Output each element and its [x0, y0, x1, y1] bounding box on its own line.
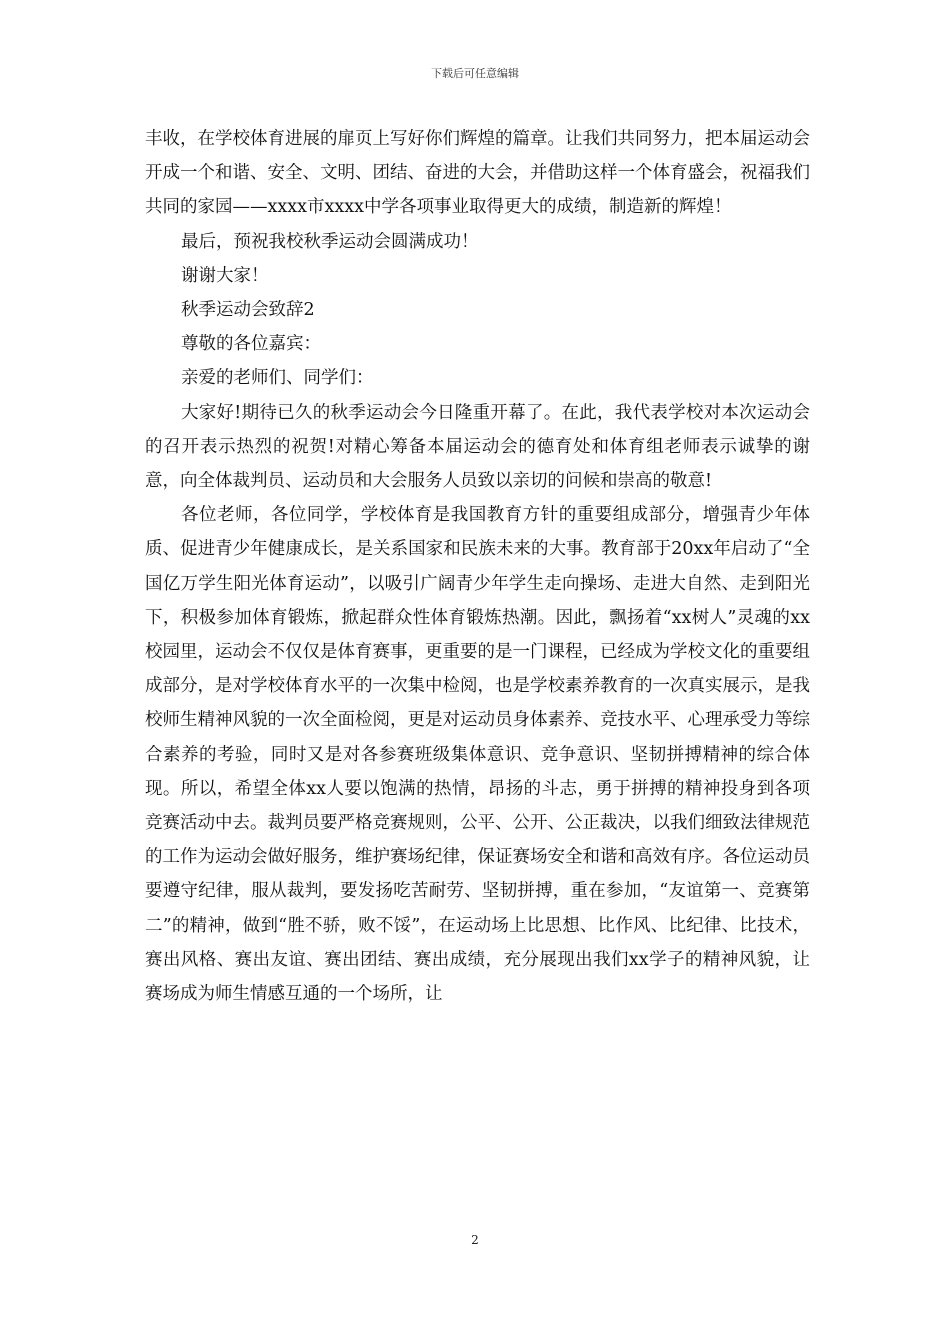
page-number: 2 [471, 1233, 479, 1247]
salutation-guests: 尊敬的各位嘉宾： [181, 334, 321, 355]
paragraph-main: 各位老师，各位同学，学校体育是我国教育方针的重要组成部分，增强青少年体质、促进青少年健康成长，是关系国家和民族未来的大事。教育部于20xx年启动了“全国亿万学生阳光体育运动”，以吸引广阔青少年学生走向操场、走进大自然、走到阳光下，积极参加体育锻炼，掀起群众性体育锻炼热潮。因此，飘扬着“xx树人”灵魂的xx校园里，运动会不仅仅是体育赛事，更重要的是一门课程，已经成为学校文化的重要组成部分，是对学校体育水平的一次集中检阅，也是学校素养教育的一次真实展示，是我校师生精神风貌的一次全面检阅，更是对运动员身体素养、竞技水平、心理承受力等综合素养的考验，同时又是对各参赛班级集体意识、竞争意识、坚韧拼搏精神的综合体现。所以，希望全体xx人要以饱满的热情，昂扬的斗志，勇于拼搏的精神投身到各项竞赛活动中去。裁判员要严格竞赛规则，公平、公开、公正裁决，以我们细致法律规范的工作为运动会做好服务，维护赛场纪律，保证赛场安全和谐和高效有序。各位运动员要遵守纪律，服从裁判，要发扬吃苦耐劳、坚韧拼搏，重在参加，“友谊第一、竞赛第二”的精神，做到“胜不骄，败不馁”，在运动场上比思想、比作风、比纪律、比技术，赛出风格、赛出友谊、赛出团结、赛出成绩，充分展现出我们xx学子的精神风貌，让赛场成为师生情感互通的一个场所，让 [145, 505, 810, 1005]
page-header: 下载后可任意编辑 [431, 67, 519, 80]
document-body [145, 122, 810, 1011]
paragraph-opening: 大家好!期待已久的秋季运动会今日隆重开幕了。在此，我代表学校对本次运动会的召开表示热烈的祝贺!对精心筹备本届运动会的德育处和体育组老师表示诚挚的谢意，向全体裁判员、运动员和大会服务人员致以亲切的问候和崇高的敬意! [145, 402, 810, 492]
paragraph-3: 谢谢大家！ [181, 265, 269, 286]
salutation-teachers-students: 亲爱的老师们、同学们： [181, 368, 374, 389]
paragraph-1: 丰收，在学校体育进展的扉页上写好你们辉煌的篇章。让我们共同努力，把本届运动会开成一个和谐、安全、文明、团结、奋进的大会，并借助这样一个体育盛会，祝福我们共同的家园——xxxx市xxxx中学各项事业取得更大的成绩，制造新的辉煌！ [145, 129, 810, 218]
section-title: 秋季运动会致辞2 [181, 300, 315, 321]
paragraph-2: 最后，预祝我校秋季运动会圆满成功！ [181, 231, 479, 252]
